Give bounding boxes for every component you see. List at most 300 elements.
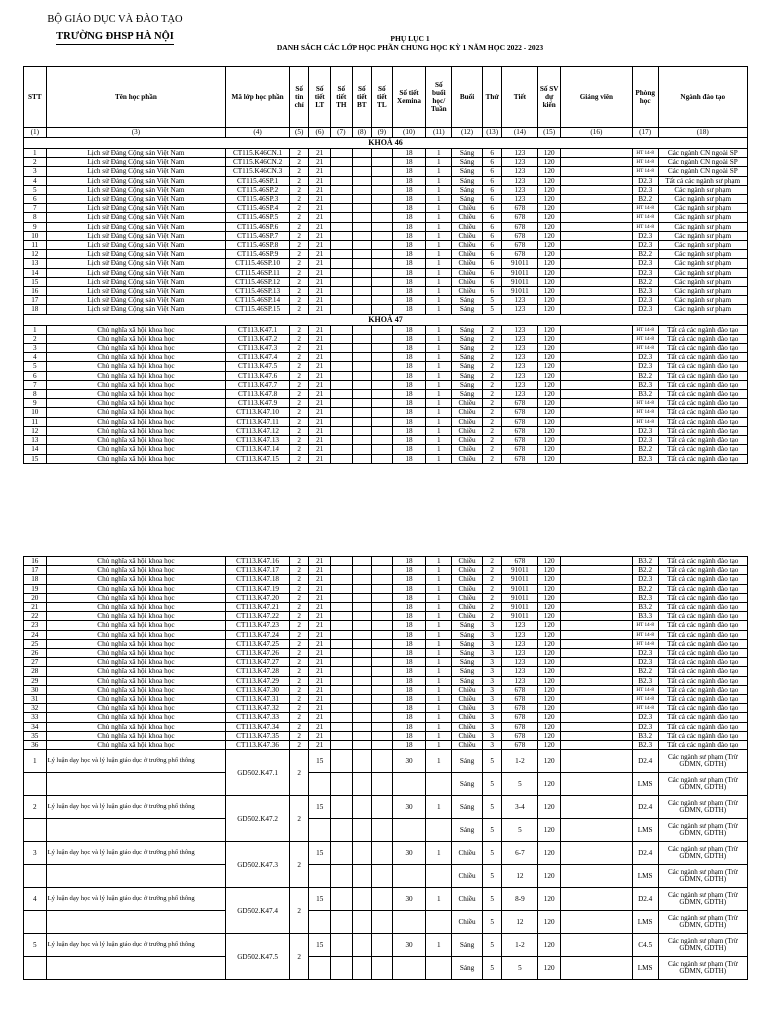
cell-expected-students: 120 xyxy=(538,399,561,408)
cell-session: Chiều xyxy=(452,566,483,575)
cell-stt: 19 xyxy=(24,584,47,593)
cell-th-hours xyxy=(331,750,353,773)
cell-session: Chiều xyxy=(452,426,483,435)
cell-sessions-per-week: 1 xyxy=(426,287,452,296)
cell-session: Chiều xyxy=(452,250,483,259)
cell-expected-students: 120 xyxy=(538,158,561,167)
cell-class-code: CT113.K47.21 xyxy=(226,603,290,612)
cell-xemina-hours: 18 xyxy=(392,231,426,240)
section-label: KHOÁ 47 xyxy=(24,314,748,325)
cell-credits: 2 xyxy=(289,713,309,722)
cell-room: D2.3 xyxy=(632,176,658,185)
cell-room: D2.4 xyxy=(632,888,658,911)
table-row xyxy=(24,390,748,399)
cell-bt-hours xyxy=(352,557,372,566)
section-row xyxy=(24,314,748,325)
cell-weekday: 2 xyxy=(482,380,502,389)
cell-expected-students: 120 xyxy=(538,750,561,773)
table-row xyxy=(24,731,748,740)
cell-th-hours xyxy=(331,222,353,231)
cell-stt: 6 xyxy=(24,195,47,204)
column-number: (15) xyxy=(538,128,561,138)
cell-program: Tất cả các ngành đào tạo xyxy=(658,408,748,417)
cell-program: Tất cả các ngành đào tạo xyxy=(658,639,748,648)
cell-session: Chiều xyxy=(452,731,483,740)
cell-xemina-hours: 18 xyxy=(392,676,426,685)
table-row xyxy=(24,704,748,713)
cell-credits: 2 xyxy=(289,612,309,621)
cell-bt-hours xyxy=(352,704,372,713)
cell-periods: 123 xyxy=(502,639,538,648)
cell-sessions-per-week: 1 xyxy=(426,750,452,773)
table-row xyxy=(24,167,748,176)
table-row xyxy=(24,380,748,389)
cell-periods: 5 xyxy=(502,819,538,842)
cell-sessions-per-week: 1 xyxy=(426,408,452,417)
cell-course-name: Lịch sử Đảng Cộng sản Việt Nam xyxy=(46,222,226,231)
cell-credits: 2 xyxy=(289,575,309,584)
cell-weekday: 2 xyxy=(482,417,502,426)
cell-stt: 25 xyxy=(24,639,47,648)
cell-tl-hours xyxy=(372,296,393,305)
cell-course-name: Chủ nghĩa xã hội khoa học xyxy=(46,741,226,750)
cell-expected-students: 120 xyxy=(538,612,561,621)
cell-th-hours xyxy=(331,167,353,176)
cell-th-hours xyxy=(331,957,353,980)
cell-lt-hours: 21 xyxy=(309,362,331,371)
cell-stt: 22 xyxy=(24,612,47,621)
cell-class-code: GD502.K47.3 xyxy=(226,842,290,888)
cell-credits: 2 xyxy=(289,158,309,167)
cell-class-code: CT115.K46CN.2 xyxy=(226,158,290,167)
cell-course-name: Chủ nghĩa xã hội khoa học xyxy=(46,566,226,575)
cell-sessions-per-week: 1 xyxy=(426,426,452,435)
cell-weekday: 6 xyxy=(482,268,502,277)
cell-class-code: CT113.K47.5 xyxy=(226,362,290,371)
cell-periods: 91011 xyxy=(502,603,538,612)
cell-stt: 2 xyxy=(24,158,47,167)
cell-periods: 123 xyxy=(502,390,538,399)
cell-weekday: 3 xyxy=(482,741,502,750)
cell-session: Chiều xyxy=(452,575,483,584)
cell-session: Chiều xyxy=(452,268,483,277)
cell-program: Các ngành sư phạm xyxy=(658,204,748,213)
cell-sessions-per-week: 1 xyxy=(426,796,452,819)
cell-stt: 8 xyxy=(24,390,47,399)
cell-expected-students: 120 xyxy=(538,731,561,740)
cell-expected-students: 120 xyxy=(538,685,561,694)
cell-course-name: Chủ nghĩa xã hội khoa học xyxy=(46,695,226,704)
cell-bt-hours xyxy=(352,344,372,353)
cell-sessions-per-week: 1 xyxy=(426,603,452,612)
cell-course-name: Chủ nghĩa xã hội khoa học xyxy=(46,603,226,612)
cell-stt: 3 xyxy=(24,344,47,353)
cell-room: D2.3 xyxy=(632,268,658,277)
cell-periods: 123 xyxy=(502,185,538,194)
cell-lt-hours: 21 xyxy=(309,325,331,334)
cell-lecturer xyxy=(560,865,632,888)
cell-lt-hours: 15 xyxy=(309,888,331,911)
cell-credits: 2 xyxy=(289,667,309,676)
cell-course-name: Chủ nghĩa xã hội khoa học xyxy=(46,445,226,454)
table-row xyxy=(24,417,748,426)
cell-th-hours xyxy=(331,185,353,194)
cell-lt-hours: 21 xyxy=(309,722,331,731)
cell-lecturer xyxy=(560,731,632,740)
cell-weekday: 5 xyxy=(482,750,502,773)
cell-course-name: Chủ nghĩa xã hội khoa học xyxy=(46,325,226,334)
cell-lecturer xyxy=(560,241,632,250)
cell-course-name: Lịch sử Đảng Cộng sản Việt Nam xyxy=(46,185,226,194)
cell-lecturer xyxy=(560,722,632,731)
cell-lt-hours: 21 xyxy=(309,417,331,426)
cell-lecturer xyxy=(560,658,632,667)
cell-th-hours xyxy=(331,399,353,408)
cell-sessions-per-week: 1 xyxy=(426,741,452,750)
cell-lecturer xyxy=(560,204,632,213)
table-row xyxy=(24,250,748,259)
cell-room: B2.2 xyxy=(632,667,658,676)
cell-th-hours xyxy=(331,259,353,268)
cell-periods: 123 xyxy=(502,325,538,334)
cell-course-name: Lịch sử Đảng Cộng sản Việt Nam xyxy=(46,241,226,250)
cell-stt: 15 xyxy=(24,277,47,286)
cell-program: Tất cả các ngành đào tạo xyxy=(658,667,748,676)
cell-tl-hours xyxy=(372,334,393,343)
cell-sessions-per-week: 1 xyxy=(426,334,452,343)
cell-course-name xyxy=(46,819,226,842)
cell-bt-hours xyxy=(352,426,372,435)
cell-course-name: Lịch sử Đảng Cộng sản Việt Nam xyxy=(46,213,226,222)
cell-lt-hours xyxy=(309,773,331,796)
cell-stt: 11 xyxy=(24,241,47,250)
cell-bt-hours xyxy=(352,296,372,305)
cell-lt-hours: 21 xyxy=(309,353,331,362)
table-row xyxy=(24,213,748,222)
cell-xemina-hours: 18 xyxy=(392,685,426,694)
cell-session: Sáng xyxy=(452,639,483,648)
cell-lecturer xyxy=(560,296,632,305)
cell-bt-hours xyxy=(352,149,372,158)
cell-stt: 2 xyxy=(24,796,47,819)
cell-course-name: Chủ nghĩa xã hội khoa học xyxy=(46,722,226,731)
cell-lecturer xyxy=(560,649,632,658)
cell-lt-hours: 21 xyxy=(309,685,331,694)
cell-tl-hours xyxy=(372,277,393,286)
cell-program: Tất cả các ngành đào tạo xyxy=(658,676,748,685)
cell-weekday: 2 xyxy=(482,584,502,593)
table-row xyxy=(24,695,748,704)
cell-periods: 123 xyxy=(502,667,538,676)
cell-xemina-hours: 18 xyxy=(392,612,426,621)
cell-sessions-per-week: 1 xyxy=(426,695,452,704)
cell-stt: 13 xyxy=(24,259,47,268)
cell-weekday: 3 xyxy=(482,685,502,694)
cell-th-hours xyxy=(331,417,353,426)
cell-periods: 8-9 xyxy=(502,888,538,911)
cell-weekday: 3 xyxy=(482,704,502,713)
cell-sessions-per-week: 1 xyxy=(426,277,452,286)
cell-course-name xyxy=(46,957,226,980)
cell-expected-students: 120 xyxy=(538,649,561,658)
cell-stt: 34 xyxy=(24,722,47,731)
cell-course-name: Chủ nghĩa xã hội khoa học xyxy=(46,593,226,602)
course-table-page2 xyxy=(23,556,748,980)
cell-lecturer xyxy=(560,408,632,417)
cell-lecturer xyxy=(560,362,632,371)
column-header-course-name: Tên học phần xyxy=(46,67,226,128)
cell-periods: 678 xyxy=(502,408,538,417)
cell-th-hours xyxy=(331,436,353,445)
cell-lt-hours: 21 xyxy=(309,334,331,343)
cell-room: B3.2 xyxy=(632,557,658,566)
cell-weekday: 6 xyxy=(482,149,502,158)
cell-th-hours xyxy=(331,741,353,750)
cell-tl-hours xyxy=(372,722,393,731)
cell-th-hours xyxy=(331,649,353,658)
cell-bt-hours xyxy=(352,685,372,694)
cell-session: Chiều xyxy=(452,399,483,408)
cell-th-hours xyxy=(331,722,353,731)
cell-stt: 4 xyxy=(24,176,47,185)
cell-xemina-hours: 18 xyxy=(392,593,426,602)
cell-credits: 2 xyxy=(289,362,309,371)
cell-weekday: 6 xyxy=(482,231,502,240)
cell-periods: 678 xyxy=(502,445,538,454)
cell-tl-hours xyxy=(372,222,393,231)
cell-sessions-per-week: 1 xyxy=(426,176,452,185)
cell-stt: 31 xyxy=(24,695,47,704)
cell-session: Sáng xyxy=(452,630,483,639)
cell-lt-hours: 21 xyxy=(309,639,331,648)
cell-tl-hours xyxy=(372,704,393,713)
cell-course-name: Lịch sử Đảng Cộng sản Việt Nam xyxy=(46,250,226,259)
cell-sessions-per-week: 1 xyxy=(426,380,452,389)
course-table-page1 xyxy=(23,66,748,464)
cell-xemina-hours: 18 xyxy=(392,603,426,612)
cell-weekday: 2 xyxy=(482,557,502,566)
cell-expected-students: 120 xyxy=(538,676,561,685)
cell-expected-students: 120 xyxy=(538,268,561,277)
cell-xemina-hours: 18 xyxy=(392,195,426,204)
cell-lt-hours: 21 xyxy=(309,241,331,250)
cell-th-hours xyxy=(331,911,353,934)
cell-program: Các ngành sư phạm xyxy=(658,277,748,286)
cell-expected-students: 120 xyxy=(538,213,561,222)
cell-program: Tất cả các ngành đào tạo xyxy=(658,695,748,704)
cell-xemina-hours: 18 xyxy=(392,362,426,371)
cell-bt-hours xyxy=(352,167,372,176)
cell-room: HT 14-8 xyxy=(632,399,658,408)
cell-lecturer xyxy=(560,934,632,957)
column-number: (6) xyxy=(309,128,331,138)
cell-program: Tất cả các ngành đào tạo xyxy=(658,426,748,435)
cell-credits: 2 xyxy=(289,268,309,277)
cell-lecturer xyxy=(560,222,632,231)
cell-credits: 2 xyxy=(289,454,309,463)
cell-tl-hours xyxy=(372,639,393,648)
cell-bt-hours xyxy=(352,865,372,888)
cell-xemina-hours: 18 xyxy=(392,667,426,676)
cell-class-code: CT113.K47.32 xyxy=(226,704,290,713)
column-number: (11) xyxy=(426,128,452,138)
cell-tl-hours xyxy=(372,353,393,362)
cell-xemina-hours: 18 xyxy=(392,380,426,389)
cell-program: Tất cả các ngành đào tạo xyxy=(658,713,748,722)
cell-bt-hours xyxy=(352,722,372,731)
cell-periods: 678 xyxy=(502,741,538,750)
cell-lecturer xyxy=(560,277,632,286)
cell-xemina-hours xyxy=(392,957,426,980)
cell-lecturer xyxy=(560,676,632,685)
cell-class-code: CT113.K47.27 xyxy=(226,658,290,667)
cell-bt-hours xyxy=(352,575,372,584)
cell-course-name: Lịch sử Đảng Cộng sản Việt Nam xyxy=(46,268,226,277)
cell-bt-hours xyxy=(352,593,372,602)
cell-weekday: 6 xyxy=(482,204,502,213)
cell-session: Chiều xyxy=(452,417,483,426)
cell-th-hours xyxy=(331,445,353,454)
cell-stt: 4 xyxy=(24,888,47,911)
cell-lt-hours: 21 xyxy=(309,296,331,305)
cell-session: Chiều xyxy=(452,603,483,612)
cell-course-name: Lịch sử Đảng Cộng sản Việt Nam xyxy=(46,259,226,268)
cell-weekday: 2 xyxy=(482,612,502,621)
cell-stt: 7 xyxy=(24,204,47,213)
cell-class-code: CT113.K47.26 xyxy=(226,649,290,658)
cell-credits: 2 xyxy=(289,676,309,685)
cell-stt: 9 xyxy=(24,399,47,408)
cell-xemina-hours: 18 xyxy=(392,353,426,362)
cell-periods: 678 xyxy=(502,713,538,722)
cell-course-name: Chủ nghĩa xã hội khoa học xyxy=(46,390,226,399)
cell-weekday: 2 xyxy=(482,426,502,435)
cell-program: Các ngành sư phạm (Trừ GDMN, GDTH) xyxy=(658,934,748,957)
cell-program: Các ngành sư phạm (Trừ GDMN, GDTH) xyxy=(658,842,748,865)
table-row xyxy=(24,676,748,685)
cell-bt-hours xyxy=(352,630,372,639)
cell-periods: 123 xyxy=(502,630,538,639)
cell-room: HT 14-8 xyxy=(632,344,658,353)
cell-lt-hours: 15 xyxy=(309,796,331,819)
cell-expected-students: 120 xyxy=(538,639,561,648)
cell-weekday: 2 xyxy=(482,399,502,408)
cell-session: Chiều xyxy=(452,241,483,250)
cell-room: B3.2 xyxy=(632,390,658,399)
cell-th-hours xyxy=(331,773,353,796)
cell-sessions-per-week xyxy=(426,865,452,888)
cell-lt-hours: 21 xyxy=(309,713,331,722)
cell-expected-students: 120 xyxy=(538,149,561,158)
cell-lt-hours: 21 xyxy=(309,222,331,231)
cell-tl-hours xyxy=(372,445,393,454)
cell-room: C4.5 xyxy=(632,934,658,957)
cell-bt-hours xyxy=(352,658,372,667)
cell-th-hours xyxy=(331,149,353,158)
cell-course-name: Chủ nghĩa xã hội khoa học xyxy=(46,575,226,584)
cell-room: D2.3 xyxy=(632,575,658,584)
cell-credits: 2 xyxy=(289,149,309,158)
cell-bt-hours xyxy=(352,195,372,204)
cell-lt-hours: 21 xyxy=(309,676,331,685)
cell-credits: 2 xyxy=(289,593,309,602)
cell-bt-hours xyxy=(352,888,372,911)
cell-program: Tất cả các ngành đào tạo xyxy=(658,722,748,731)
cell-expected-students: 120 xyxy=(538,176,561,185)
cell-room: HT 14-8 xyxy=(632,213,658,222)
cell-xemina-hours: 18 xyxy=(392,185,426,194)
cell-expected-students: 120 xyxy=(538,658,561,667)
cell-session: Chiều xyxy=(452,259,483,268)
cell-stt: 16 xyxy=(24,287,47,296)
table-row xyxy=(24,685,748,694)
cell-xemina-hours: 18 xyxy=(392,741,426,750)
cell-periods: 91011 xyxy=(502,566,538,575)
cell-stt: 20 xyxy=(24,593,47,602)
cell-session: Chiều xyxy=(452,277,483,286)
cell-expected-students: 120 xyxy=(538,704,561,713)
cell-room: B2.3 xyxy=(632,741,658,750)
cell-tl-hours xyxy=(372,390,393,399)
cell-periods: 123 xyxy=(502,296,538,305)
cell-class-code: CT113.K47.15 xyxy=(226,454,290,463)
cell-periods: 678 xyxy=(502,436,538,445)
cell-session: Chiều xyxy=(452,695,483,704)
cell-stt: 14 xyxy=(24,445,47,454)
cell-course-name: Lịch sử Đảng Cộng sản Việt Nam xyxy=(46,167,226,176)
cell-lt-hours: 21 xyxy=(309,390,331,399)
cell-periods: 678 xyxy=(502,426,538,435)
cell-room: D2.4 xyxy=(632,796,658,819)
cell-session: Sáng xyxy=(452,185,483,194)
cell-expected-students: 120 xyxy=(538,167,561,176)
cell-expected-students: 120 xyxy=(538,445,561,454)
cell-credits: 2 xyxy=(289,685,309,694)
cell-room: B2.2 xyxy=(632,584,658,593)
section-row xyxy=(24,138,748,149)
cell-tl-hours xyxy=(372,417,393,426)
cell-room: D2.4 xyxy=(632,750,658,773)
cell-sessions-per-week: 1 xyxy=(426,195,452,204)
cell-sessions-per-week: 1 xyxy=(426,213,452,222)
cell-xemina-hours: 30 xyxy=(392,888,426,911)
cell-session: Chiều xyxy=(452,445,483,454)
cell-bt-hours xyxy=(352,649,372,658)
cell-course-name: Lịch sử Đảng Cộng sản Việt Nam xyxy=(46,149,226,158)
cell-lecturer xyxy=(560,445,632,454)
cell-class-code: CT113.K47.28 xyxy=(226,667,290,676)
cell-lecturer xyxy=(560,566,632,575)
cell-program: Tất cả các ngành sư phạm xyxy=(658,176,748,185)
table-row xyxy=(24,888,748,911)
cell-xemina-hours: 18 xyxy=(392,713,426,722)
cell-sessions-per-week xyxy=(426,819,452,842)
cell-lt-hours: 21 xyxy=(309,268,331,277)
cell-session: Chiều xyxy=(452,865,483,888)
cell-lecturer xyxy=(560,557,632,566)
cell-xemina-hours: 18 xyxy=(392,426,426,435)
cell-credits: 2 xyxy=(289,371,309,380)
cell-program: Các ngành CN ngoài SP xyxy=(658,149,748,158)
column-number: (9) xyxy=(372,128,393,138)
cell-session: Sáng xyxy=(452,957,483,980)
cell-periods: 123 xyxy=(502,334,538,343)
cell-sessions-per-week: 1 xyxy=(426,649,452,658)
cell-weekday: 2 xyxy=(482,408,502,417)
cell-credits: 2 xyxy=(289,334,309,343)
cell-credits: 2 xyxy=(289,241,309,250)
cell-lecturer xyxy=(560,630,632,639)
